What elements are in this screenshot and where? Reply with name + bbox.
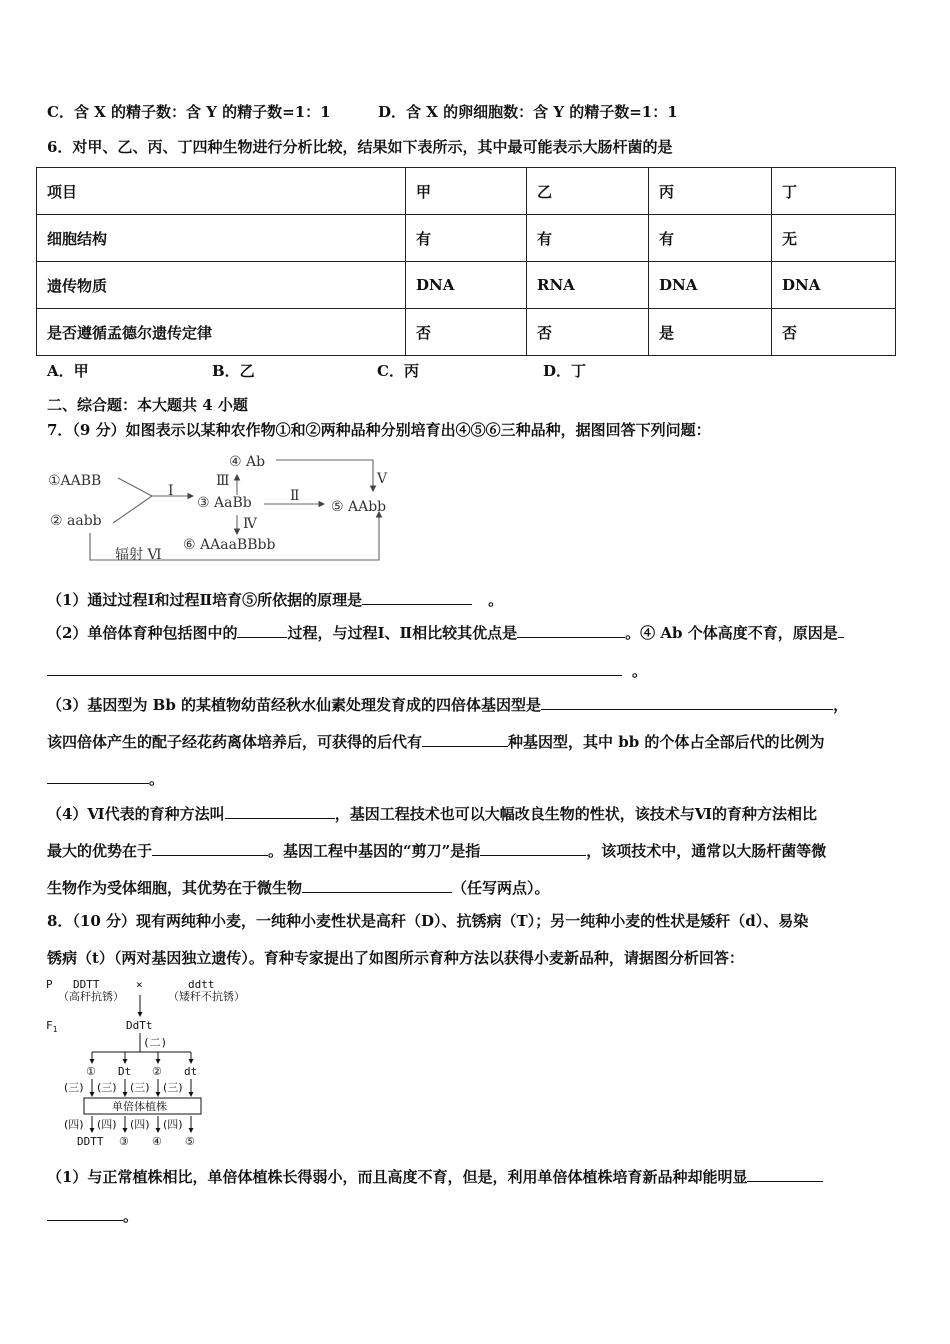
q8-breeding-diagram: [40, 975, 270, 1150]
gamete-1: ①: [86, 1065, 96, 1078]
text: ，该项技术中，通常以大肠杆菌等微: [586, 842, 827, 860]
result-1: DDTT: [77, 1135, 104, 1148]
process-5: Ⅴ: [377, 471, 388, 487]
table-row: [37, 309, 896, 356]
text: 。: [123, 1207, 139, 1225]
answer-blank[interactable]: [747, 1166, 823, 1182]
q7-sub4: [47, 803, 817, 824]
table-header-row: [37, 168, 896, 215]
text: （4）Ⅵ代表的育种方法叫: [47, 805, 225, 823]
step-3-label: (三): [64, 1081, 84, 1094]
q6-option-c: C．丙: [377, 362, 419, 380]
text: （1）与正常植株相比，单倍体植株长得弱小，而且高度不育，但是，利用单倍体植株培育新品种却能明显: [47, 1168, 748, 1186]
node-6: ⑥ AAaaBBbb: [183, 537, 276, 553]
q5-option-d: D．含 X 的卵细胞数：含 Y 的精子数=1：1: [378, 103, 678, 121]
table-cell: RNA: [527, 262, 649, 309]
table-cell: 细胞结构: [37, 215, 406, 262]
step-4-label: (四): [163, 1118, 183, 1131]
table-cell: 否: [772, 309, 896, 356]
table-cell: DNA: [772, 262, 896, 309]
q6-option-d: D．丁: [543, 362, 587, 380]
table-cell: 遗传物质: [37, 262, 406, 309]
parent2-phenotype: （矮秆不抗锈）: [168, 990, 245, 1003]
table-row: [37, 215, 896, 262]
table-cell: DNA: [649, 262, 772, 309]
text: （1）通过过程Ⅰ和过程Ⅱ培育⑤所依据的原理是: [47, 591, 363, 609]
text: 种基因型，其中 bb 的个体占全部后代的比例为: [508, 733, 825, 751]
section-title: 二、综合题：本大题共 4 小题: [47, 396, 248, 414]
q8-stem-line1: 8．（10 分）现有两纯种小麦，一纯种小麦性状是高秆（D）、抗锈病（T）；另一纯种小麦的性状是矮秆（d）、易染: [47, 912, 809, 930]
q6-table: [36, 167, 896, 356]
q7-stem: 7．（9 分）如图表示以某种农作物①和②两种品种分别培育出④⑤⑥三种品种，据图回答下列问题：: [47, 421, 711, 439]
q8-sub1: [47, 1166, 823, 1187]
text: 该四倍体产生的配子经花药离体培养后，可获得的后代有: [47, 733, 423, 751]
answer-blank[interactable]: [225, 803, 335, 819]
table-cell: 有: [649, 215, 772, 262]
result-3: ④: [152, 1135, 162, 1148]
text: 。: [632, 662, 648, 680]
q8-sub1-cont: [47, 1205, 138, 1226]
table-cell: DNA: [406, 262, 527, 309]
text: 。基因工程中基因的“剪刀”是指: [268, 842, 481, 860]
answer-blank[interactable]: [47, 660, 622, 676]
table-cell: 有: [406, 215, 527, 262]
node-3: ③ AaBb: [197, 495, 252, 511]
table-cell: 否: [406, 309, 527, 356]
gamete-3: ②: [152, 1065, 162, 1078]
text: 最大的优势在于: [47, 842, 153, 860]
answer-blank[interactable]: [237, 622, 287, 638]
text: 生物作为受体细胞，其优势在于微生物: [47, 879, 303, 897]
gamete-4: dt: [184, 1065, 198, 1078]
q5-option-c: C．含 X 的精子数：含 Y 的精子数=1：1: [47, 103, 331, 121]
q7-sub1: [47, 589, 503, 610]
answer-blank[interactable]: [838, 622, 844, 638]
parent2-genotype: ddtt: [188, 978, 215, 991]
process-3: Ⅲ: [216, 473, 230, 489]
table-cell: 是否遵循孟德尔遗传定律: [37, 309, 406, 356]
process-2: Ⅱ: [290, 488, 300, 504]
step-4-label: (四): [97, 1118, 117, 1131]
process-1: Ⅰ: [168, 483, 174, 499]
table-row: [37, 262, 896, 309]
p-label: P: [46, 978, 53, 991]
table-cell: 是: [649, 309, 772, 356]
cross-symbol: ×: [136, 978, 143, 991]
text: 过程，与过程Ⅰ、Ⅱ相比较其优点是: [287, 624, 518, 642]
answer-blank[interactable]: [47, 1205, 123, 1221]
table-cell: 否: [527, 309, 649, 356]
q8-stem-line2: 锈病（t）（两对基因独立遗传）。育种专家提出了如图所示育种方法以获得小麦新品种，请据图分析回答：: [47, 949, 744, 967]
answer-blank[interactable]: [541, 694, 833, 710]
answer-blank[interactable]: [152, 840, 268, 856]
q7-breeding-diagram: [40, 445, 430, 575]
node-2: ② aabb: [50, 513, 102, 529]
table-header-cell: 丙: [649, 168, 772, 215]
text: 。④ Ab 个体高度不育，原因是: [625, 624, 838, 642]
f1-label: $F_1$: [46, 1019, 58, 1034]
q7-sub4-line2: [47, 840, 826, 861]
answer-blank[interactable]: [480, 840, 586, 856]
answer-blank[interactable]: [362, 589, 472, 605]
gamete-2: Dt: [118, 1065, 132, 1078]
step-4-label: (四): [64, 1118, 84, 1131]
table-header-cell: 丁: [772, 168, 896, 215]
text: （2）单倍体育种包括图中的: [47, 624, 238, 642]
q6-option-a: A．甲: [47, 362, 89, 380]
answer-blank[interactable]: [302, 877, 452, 893]
parent1-genotype: DDTT: [73, 978, 100, 991]
answer-blank[interactable]: [517, 622, 625, 638]
q6-option-b: B．乙: [212, 362, 255, 380]
node-5: ⑤ AAbb: [331, 499, 387, 515]
result-2: ③: [119, 1135, 129, 1148]
table-header-cell: 甲: [406, 168, 527, 215]
node-4: ④ Ab: [229, 454, 266, 470]
answer-blank[interactable]: [47, 768, 149, 784]
process-6: 辐射 Ⅵ: [115, 547, 162, 563]
haploid-plant-label: 单倍体植株: [112, 1100, 167, 1113]
q7-sub2-cont: [47, 660, 647, 681]
table-cell: 有: [527, 215, 649, 262]
text: ，: [833, 696, 849, 714]
step-4-label: (四): [130, 1118, 150, 1131]
text: ，基因工程技术也可以大幅改良生物的性状，该技术与Ⅵ的育种方法相比: [334, 805, 817, 823]
text: （3）基因型为 Bb 的某植物幼苗经秋水仙素处理发育成的四倍体基因型是: [47, 696, 542, 714]
q7-sub3-line3: [47, 768, 164, 789]
step-3-label: (三): [97, 1081, 117, 1094]
table-header-cell: 乙: [527, 168, 649, 215]
q7-sub3-line2: [47, 731, 824, 752]
text: （任写两点）。: [452, 879, 550, 897]
q6-stem: 6．对甲、乙、丙、丁四种生物进行分析比较，结果如下表所示，其中最可能表示大肠杆菌的是: [47, 138, 673, 156]
step-2-label: (二): [143, 1036, 168, 1049]
result-4: ⑤: [185, 1135, 195, 1148]
q7-sub3: [47, 694, 848, 715]
node-1: ①AABB: [48, 473, 102, 489]
answer-blank[interactable]: [422, 731, 508, 747]
step-3-label: (三): [163, 1081, 183, 1094]
q7-sub2: [47, 622, 844, 643]
f1-genotype: DdTt: [126, 1019, 153, 1032]
q7-sub4-line3: [47, 877, 550, 898]
parent1-phenotype: （高秆抗锈）: [58, 990, 124, 1003]
table-header-cell: 项目: [37, 168, 406, 215]
table-cell: 无: [772, 215, 896, 262]
text: 。: [488, 591, 504, 609]
text: 。: [149, 770, 165, 788]
step-3-label: (三): [130, 1081, 150, 1094]
process-4: Ⅳ: [243, 516, 257, 532]
